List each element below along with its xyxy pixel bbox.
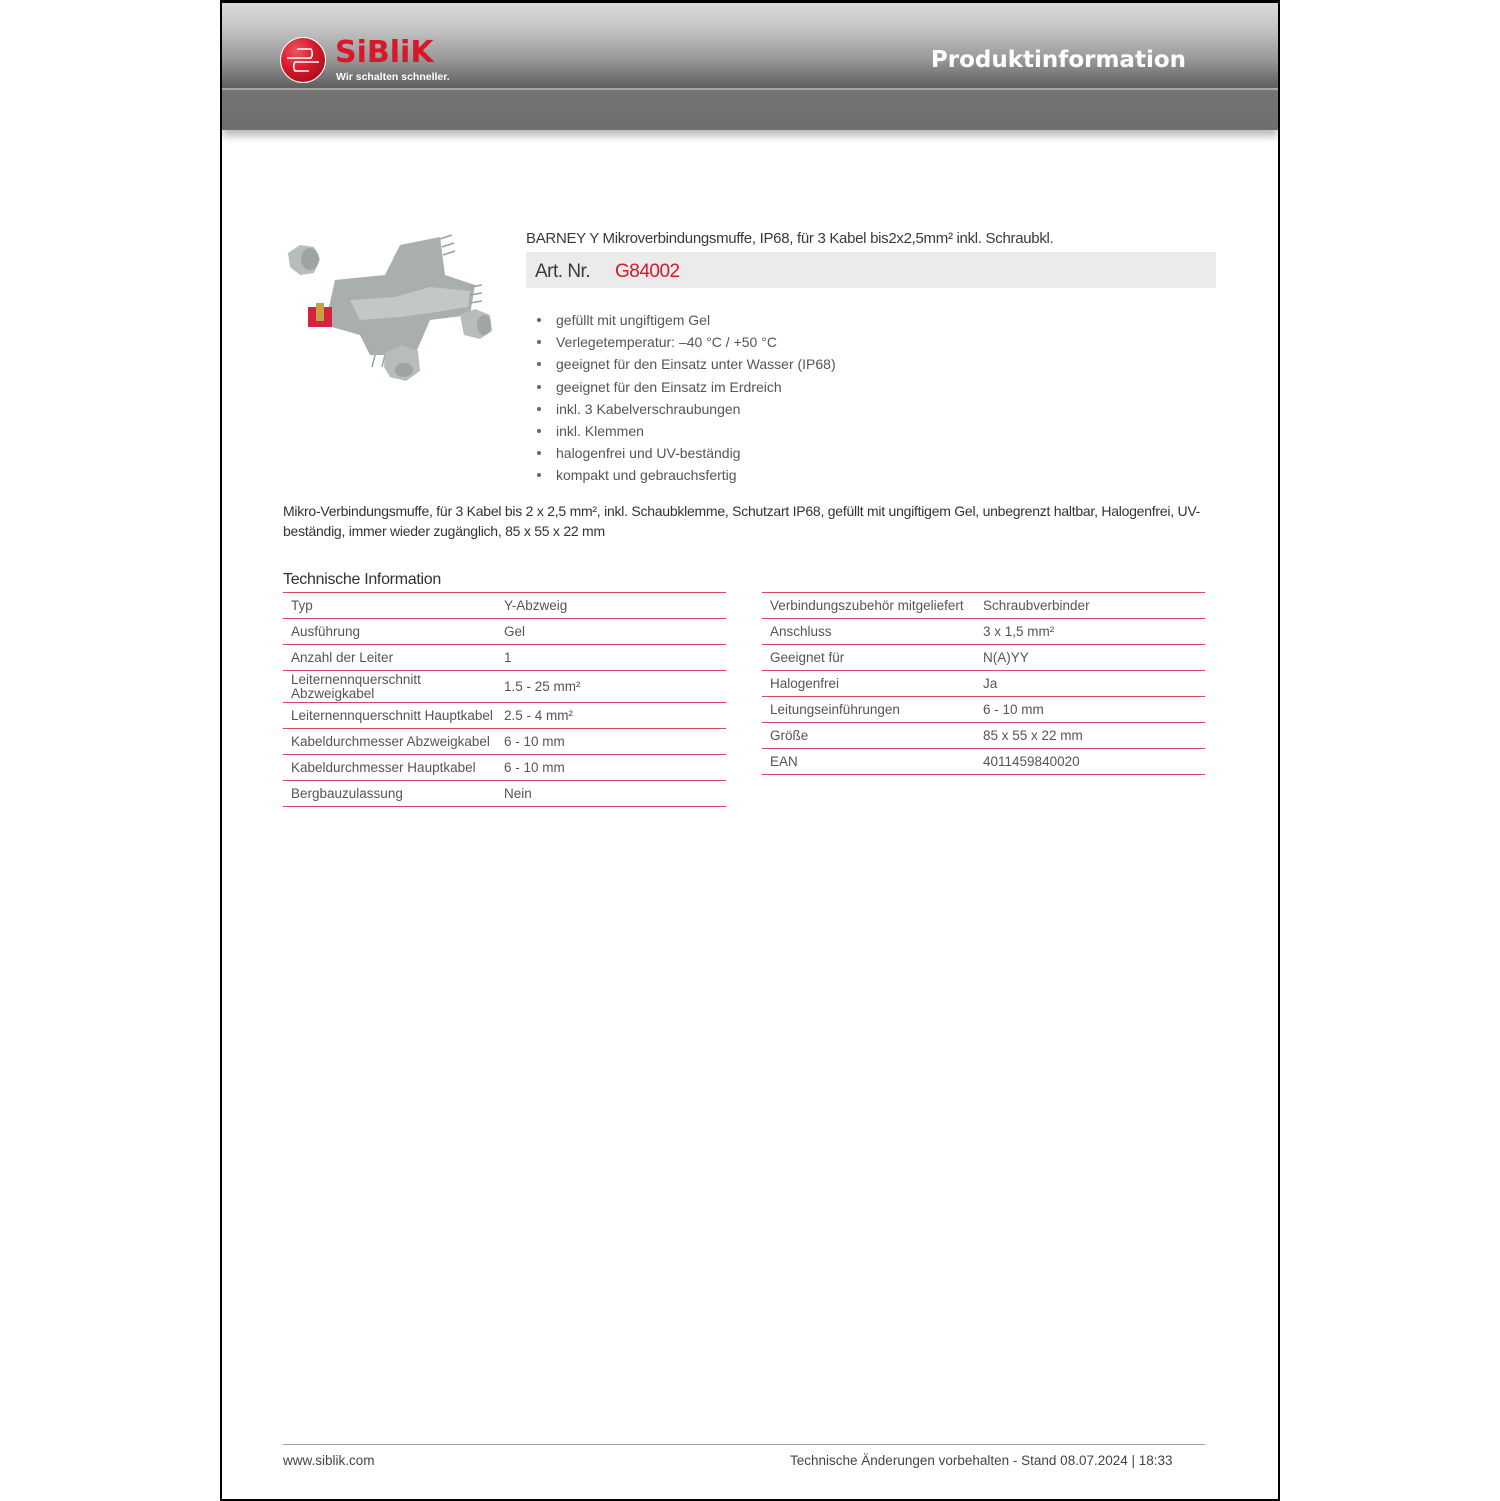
table-row (762, 671, 1205, 697)
spec-value: 1 (496, 645, 726, 671)
spec-value: 6 - 10 mm (496, 729, 726, 755)
spec-value: N(A)YY (975, 645, 1205, 671)
product-name: BARNEY Y Mikroverbindungsmuffe, IP68, für 3 Kabel bis2x2,5mm² inkl. Schraubkl. (526, 230, 1054, 247)
product-image (280, 225, 505, 390)
page-title: Produktinformation (930, 47, 1186, 73)
header-band (222, 90, 1278, 130)
feature-list (534, 309, 836, 487)
product-sheet-page (220, 0, 1280, 1501)
tech-info-heading: Technische Information (283, 571, 441, 588)
feature-item: geeignet für den Einsatz unter Wasser (IP68) (534, 353, 836, 375)
spec-key: Kabeldurchmesser Hauptkabel (283, 755, 496, 781)
spec-key: Ausführung (283, 619, 496, 645)
article-number-label: Art. Nr. (535, 261, 591, 282)
table-row (283, 671, 726, 703)
table-row (283, 593, 726, 619)
spec-key: Verbindungszubehör mitgeliefert (762, 593, 975, 619)
article-number-value: G84002 (615, 261, 680, 282)
brand-name: SiBliK (335, 35, 434, 70)
spec-key: Bergbauzulassung (283, 781, 496, 807)
spec-value: 6 - 10 mm (975, 697, 1205, 723)
spec-value: Y-Abzweig (496, 593, 726, 619)
table-row (762, 697, 1205, 723)
feature-item: halogenfrei und UV-beständig (534, 442, 836, 464)
feature-item: kompakt und gebrauchsfertig (534, 464, 836, 486)
footer-website-link[interactable]: www.siblik.com (283, 1453, 375, 1468)
feature-item: gefüllt mit ungiftigem Gel (534, 309, 836, 331)
feature-item: inkl. 3 Kabelverschraubungen (534, 398, 836, 420)
spec-key: Leitungseinführungen (762, 697, 975, 723)
spec-table-right (762, 592, 1205, 775)
spec-value: Ja (975, 671, 1205, 697)
table-row (283, 755, 726, 781)
table-row (283, 645, 726, 671)
spec-value: 4011459840020 (975, 749, 1205, 775)
feature-item: inkl. Klemmen (534, 420, 836, 442)
spec-key: Kabeldurchmesser Abzweigkabel (283, 729, 496, 755)
spec-value: 1.5 - 25 mm² (496, 671, 726, 703)
feature-item: Verlegetemperatur: –40 °C / +50 °C (534, 331, 836, 353)
spec-key: Leiternennquerschnitt Abzweigkabel (283, 671, 496, 703)
table-row (283, 619, 726, 645)
footer-divider (283, 1444, 1205, 1445)
spec-value: 3 x 1,5 mm² (975, 619, 1205, 645)
article-number-bar (526, 252, 1216, 288)
table-row (762, 593, 1205, 619)
spec-table-left (283, 592, 726, 807)
table-row (762, 723, 1205, 749)
siblik-logo (280, 36, 470, 86)
spec-key: Anzahl der Leiter (283, 645, 496, 671)
spec-value: 6 - 10 mm (496, 755, 726, 781)
spec-value: 2.5 - 4 mm² (496, 703, 726, 729)
spec-key: EAN (762, 749, 975, 775)
table-row (283, 703, 726, 729)
spec-value: Schraubverbinder (975, 593, 1205, 619)
feature-item: geeignet für den Einsatz im Erdreich (534, 376, 836, 398)
product-description: Mikro-Verbindungsmuffe, für 3 Kabel bis 2 x 2,5 mm², inkl. Schaubklemme, Schutzart IP68, gefüllt mit ungiftigem Gel, unbegrenzt haltbar, Halogenfrei, UV-beständig, immer wieder zugänglich, 85 x 55 x 22 mm (283, 503, 1201, 539)
spec-key: Typ (283, 593, 496, 619)
spec-key: Anschluss (762, 619, 975, 645)
spec-value: Gel (496, 619, 726, 645)
cable-gland-icon (288, 245, 320, 275)
footer-note: Technische Änderungen vorbehalten - Stand 08.07.2024 | 18:33 (790, 1453, 1173, 1468)
spec-key: Größe (762, 723, 975, 749)
spec-key: Halogenfrei (762, 671, 975, 697)
terminal-clamp-icon (308, 303, 332, 327)
table-row (762, 749, 1205, 775)
cable-gland-icon (460, 309, 492, 339)
logo-emblem-icon (280, 37, 326, 83)
table-row (762, 619, 1205, 645)
spec-key: Leiternennquerschnitt Hauptkabel (283, 703, 496, 729)
spec-key: Geeignet für (762, 645, 975, 671)
spec-value: 85 x 55 x 22 mm (975, 723, 1205, 749)
table-row (762, 645, 1205, 671)
table-row (283, 729, 726, 755)
spec-value: Nein (496, 781, 726, 807)
table-row (283, 781, 726, 807)
brand-tagline: Wir schalten schneller. (336, 71, 450, 83)
